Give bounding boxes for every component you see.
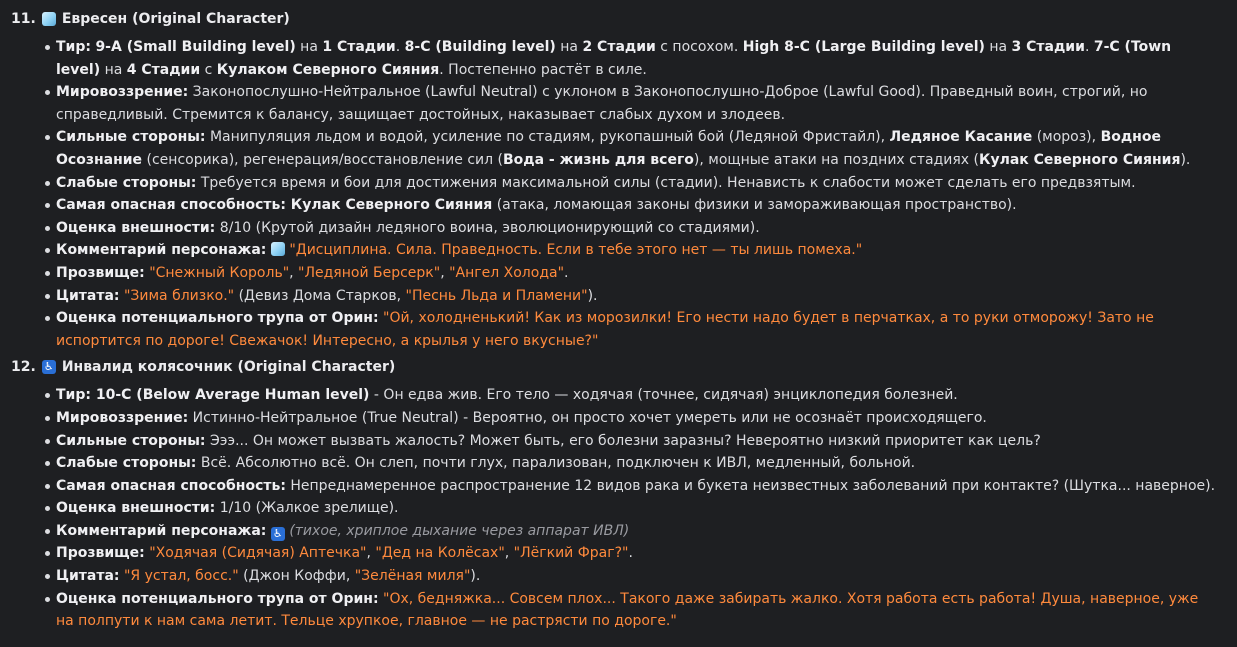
list-item-comment [11, 520, 1237, 543]
character-heading [11, 6, 1237, 32]
list-item-quote [11, 285, 1237, 308]
italic-note: (тихое, хриплое дыхание через аппарат ИВЛ) [289, 522, 630, 539]
text: Истинно-Нейтральное (True Neutral) - Вероятно, он просто хочет умереть или не осознаёт происходящего. [188, 409, 987, 426]
label: Оценка внешности: [56, 500, 216, 517]
character-stats-list [11, 36, 1237, 352]
bold-text: Ледяное Касание [889, 129, 1033, 146]
bold-text: High 8-C (Large Building level) [742, 39, 985, 55]
ice-cube-icon [271, 242, 285, 256]
quote-text: "Ходячая (Сидячая) Аптечка" [149, 545, 367, 562]
bold-text: Кулак Северного Сияния [979, 151, 1181, 168]
character-title: Инвалид колясочник (Original Character) [61, 359, 396, 376]
list-item-orin-rating [11, 307, 1237, 352]
list-item-tier [11, 384, 1237, 407]
text: . [564, 264, 569, 281]
text: ), мощные атаки на поздних стадиях ( [693, 151, 979, 168]
text: . [1084, 39, 1094, 55]
text: 1/10 (Жалкое зрелище). [215, 500, 399, 517]
bold-text: 8-C (Building level) [404, 39, 556, 55]
text: , [289, 264, 299, 281]
quote-text: "Снежный Король" [149, 264, 290, 281]
list-item-quote [11, 565, 1237, 588]
bold-text: Водное Осознание [56, 129, 1161, 168]
label: Тир: [56, 39, 91, 55]
label: Самая опасная способность: [56, 477, 286, 494]
list-item-looks-rating [11, 497, 1237, 520]
text: Непреднамеренное распространение 12 видов рака и букета неизвестных заболеваний при контакте? (Шутка... наверное). [285, 477, 1216, 494]
ice-cube-icon [42, 12, 56, 26]
bold-text: Вода - жизнь для всего [503, 151, 694, 168]
list-item-strengths [11, 430, 1237, 453]
label: Цитата: [56, 568, 120, 585]
text: на [295, 39, 323, 55]
text: 8/10 (Крутой дизайн ледяного воина, эволюционирующий со стадиями). [215, 219, 760, 236]
list-item-dangerous-ability [11, 475, 1237, 498]
list-item-nicknames [11, 542, 1237, 565]
text: - Он едва жив. Его тело — ходячая (точнее, сидячая) энциклопедия болезней. [369, 387, 958, 404]
bold-text: 10-C (Below Average Human level) [90, 387, 370, 404]
quote-text: "Зелёная миля" [354, 568, 471, 585]
bold-text: Кулаком Северного Сияния [216, 61, 440, 78]
character-heading [11, 354, 1237, 380]
label: Оценка внешности: [56, 219, 216, 236]
label: Самая опасная способность: [56, 197, 286, 214]
list-item-nicknames [11, 262, 1237, 285]
quote-text: "Ангел Холода" [449, 264, 565, 281]
text: . Постепенно растёт в силе. [439, 61, 647, 78]
bold-text: Кулак Северного Сияния [285, 197, 493, 214]
list-item-weaknesses [11, 452, 1237, 475]
text: на [100, 61, 127, 78]
bold-text: 9-A (Small Building level) [95, 39, 296, 55]
list-item-weaknesses [11, 172, 1237, 195]
bold-text: 4 Стадии [126, 61, 201, 78]
text: (атака, ломающая законы физики и замораживающая пространство). [492, 197, 1017, 214]
list-item-dangerous-ability [11, 194, 1237, 217]
label: Сильные стороны: [56, 129, 206, 146]
bold-text: 2 Стадии [582, 39, 656, 55]
label: Комментарий персонажа: [56, 522, 267, 539]
text: ). [470, 568, 481, 585]
wheelchair-icon: ♿ [271, 527, 285, 541]
label: Слабые стороны: [56, 455, 197, 472]
label: Прозвище: [56, 545, 145, 562]
list-item-strengths [11, 126, 1237, 171]
text: с посохом. [655, 39, 743, 55]
label: Оценка потенциального трупа от Орин: [56, 590, 379, 607]
list-item-looks-rating [11, 217, 1237, 240]
label: Тир: [56, 387, 91, 404]
text: , [440, 264, 450, 281]
text: ). [1180, 151, 1191, 168]
text: ). [587, 287, 598, 304]
text: (Девиз Дома Старков, [234, 287, 406, 304]
text: на [555, 39, 583, 55]
text: , [504, 545, 514, 562]
wheelchair-icon: ♿ [42, 360, 56, 374]
quote-text: "Лёгкий Фраг?" [513, 545, 629, 562]
quote-text: "Песнь Льда и Пламени" [405, 287, 588, 304]
text: . [628, 545, 633, 562]
bold-text: 7-C (Town level) [56, 39, 1172, 78]
text: на [984, 39, 1012, 55]
text: с [200, 61, 217, 78]
bold-text: 1 Стадии [322, 39, 396, 55]
text: (сенсорика), регенерация/восстановление сил ( [142, 151, 503, 168]
list-item-orin-rating [11, 588, 1237, 633]
label: Сильные стороны: [56, 432, 206, 449]
label: Цитата: [56, 287, 120, 304]
list-item-alignment [11, 407, 1237, 430]
list-item-comment [11, 239, 1237, 262]
quote-text: "Дисциплина. Сила. Праведность. Если в тебе этого нет — ты лишь помеха." [289, 242, 863, 259]
text: Законопослушно-Нейтральное (Lawful Neutral) с уклоном в Законопослушно-Доброе (Lawful Good). Праведный воин, строгий, но справедливый. Стремится к балансу, защищает достойных, наказывает слабых духом и злодеев. [56, 84, 1148, 123]
quote-text: "Дед на Колёсах" [375, 545, 505, 562]
bold-text: 3 Стадии [1011, 39, 1085, 55]
label: Мировоззрение: [56, 409, 189, 426]
quote-text: "Зима близко." [123, 287, 235, 304]
label: Прозвище: [56, 264, 145, 281]
label: Слабые стороны: [56, 174, 197, 191]
quote-text: "Ледяной Берсерк" [298, 264, 441, 281]
label: Мировоззрение: [56, 84, 189, 101]
text: (мороз), [1032, 129, 1101, 146]
list-item-alignment [11, 81, 1237, 126]
character-title: Евресен (Original Character) [61, 10, 290, 27]
quote-text: "Я устал, босс." [123, 568, 239, 585]
text: . [395, 39, 405, 55]
label: Комментарий персонажа: [56, 242, 267, 259]
list-item-tier [11, 36, 1237, 81]
text: Эээ... Он может вызвать жалость? Может быть, его болезни заразны? Невероятно низкий приоритет как цель? [205, 432, 1041, 449]
label: Оценка потенциального трупа от Орин: [56, 310, 379, 327]
list-number: 12. [11, 359, 36, 376]
text: , [366, 545, 376, 562]
quote-text: "Ох, бедняжка... Совсем плох... Такого даже забирать жалко. Хотя работа есть работа! Душа, наверное, уже на полпути к нам сама летит. Тельце хрупкое, главное — не растрясти по дороге." [56, 590, 1199, 630]
text: Требуется время и бои для достижения максимальной силы (стадии). Ненависть к слабости может сделать его предвзятым. [196, 174, 1136, 191]
list-number: 11. [11, 10, 36, 27]
quote-text: "Ой, холодненький! Как из морозилки! Его нести надо будет в перчатках, а то руки отморожу! Зато не испортится по дороге! Свежачок! Интересно, а крылья у него вкусные?" [56, 310, 1154, 349]
character-stats-list [11, 384, 1237, 633]
text: (Джон Коффи, [238, 568, 355, 585]
text: Всё. Абсолютно всё. Он слеп, почти глух, парализован, подключен к ИВЛ, медленный, больной. [196, 455, 916, 472]
text: Манипуляция льдом и водой, усиление по стадиям, рукопашный бой (Ледяной Фристайл), [205, 129, 890, 146]
